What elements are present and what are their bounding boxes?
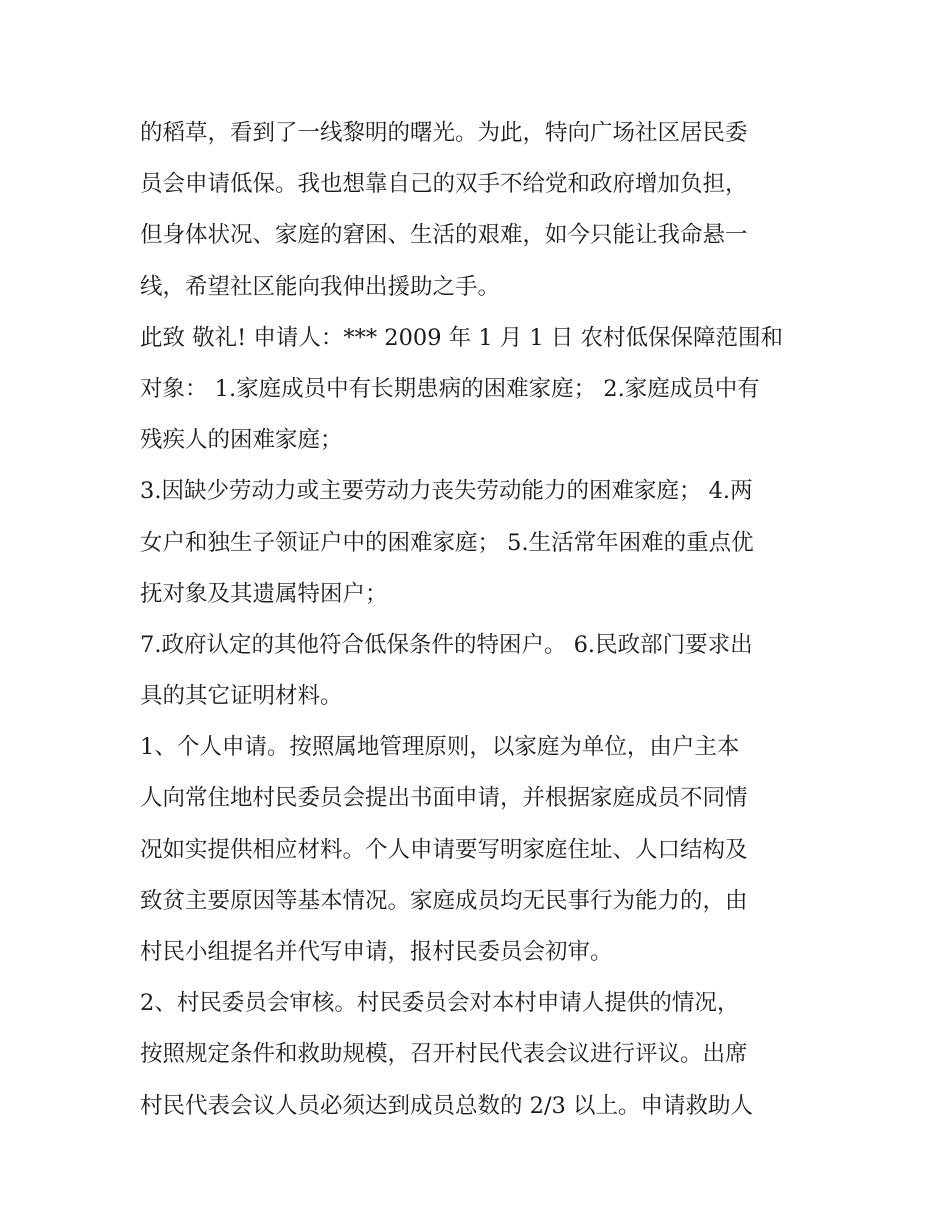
text-line: 具的其它证明材料。 [140, 683, 343, 710]
text-line: 对象： 1.家庭成员中有长期患病的困难家庭； 2.家庭成员中有 [140, 375, 760, 402]
text-line: 村民代表会议人员必须达到成员总数的 2/3 以上。申请救助人 [140, 1092, 754, 1119]
document-body [140, 108, 820, 1132]
text-line: 人向常住地村民委员会提出书面申请，并根据家庭成员不同情 [140, 785, 748, 812]
text-line: 此致 敬礼! 申请人：*** 2009 年 1 月 1 日 农村低保保障范围和 [140, 324, 784, 351]
text-line: 抚对象及其遗属特困户； [140, 580, 388, 607]
text-line: 1、个人申请。按照属地管理原则，以家庭为单位，由户主本 [140, 734, 740, 761]
text-line: 2、村民委员会审核。村民委员会对本村申请人提供的情况， [140, 990, 740, 1017]
text-line: 员会申请低保。我也想靠自己的双手不给党和政府增加负担， [140, 171, 748, 198]
text-line: 但身体状况、家庭的窘困、生活的艰难，如今只能让我命悬一 [140, 222, 748, 249]
text-line: 村民小组提名并代写申请，报村民委员会初审。 [140, 939, 613, 965]
text-line: 的稻草，看到了一线黎明的曙光。为此，特向广场社区居民委 [140, 120, 748, 146]
text-line: 女户和独生子领证户中的困难家庭； 5.生活常年困难的重点优 [140, 529, 754, 556]
text-line: 线，希望社区能向我伸出援助之手。 [140, 273, 501, 300]
text-line: 7.政府认定的其他符合低保条件的特困户。 6.民政部门要求出 [140, 631, 753, 658]
text-line: 3.因缺少劳动力或主要劳动力丧失劳动能力的困难家庭； 4.两 [140, 478, 753, 505]
text-line: 按照规定条件和救助规模，召开村民代表会议进行评议。出席 [140, 1041, 748, 1068]
text-line: 致贫主要原因等基本情况。家庭成员均无民事行为能力的，由 [140, 887, 748, 914]
text-line: 况如实提供相应材料。个人申请要写明家庭住址、人口结构及 [140, 836, 748, 863]
text-line: 残疾人的困难家庭； [140, 427, 343, 454]
